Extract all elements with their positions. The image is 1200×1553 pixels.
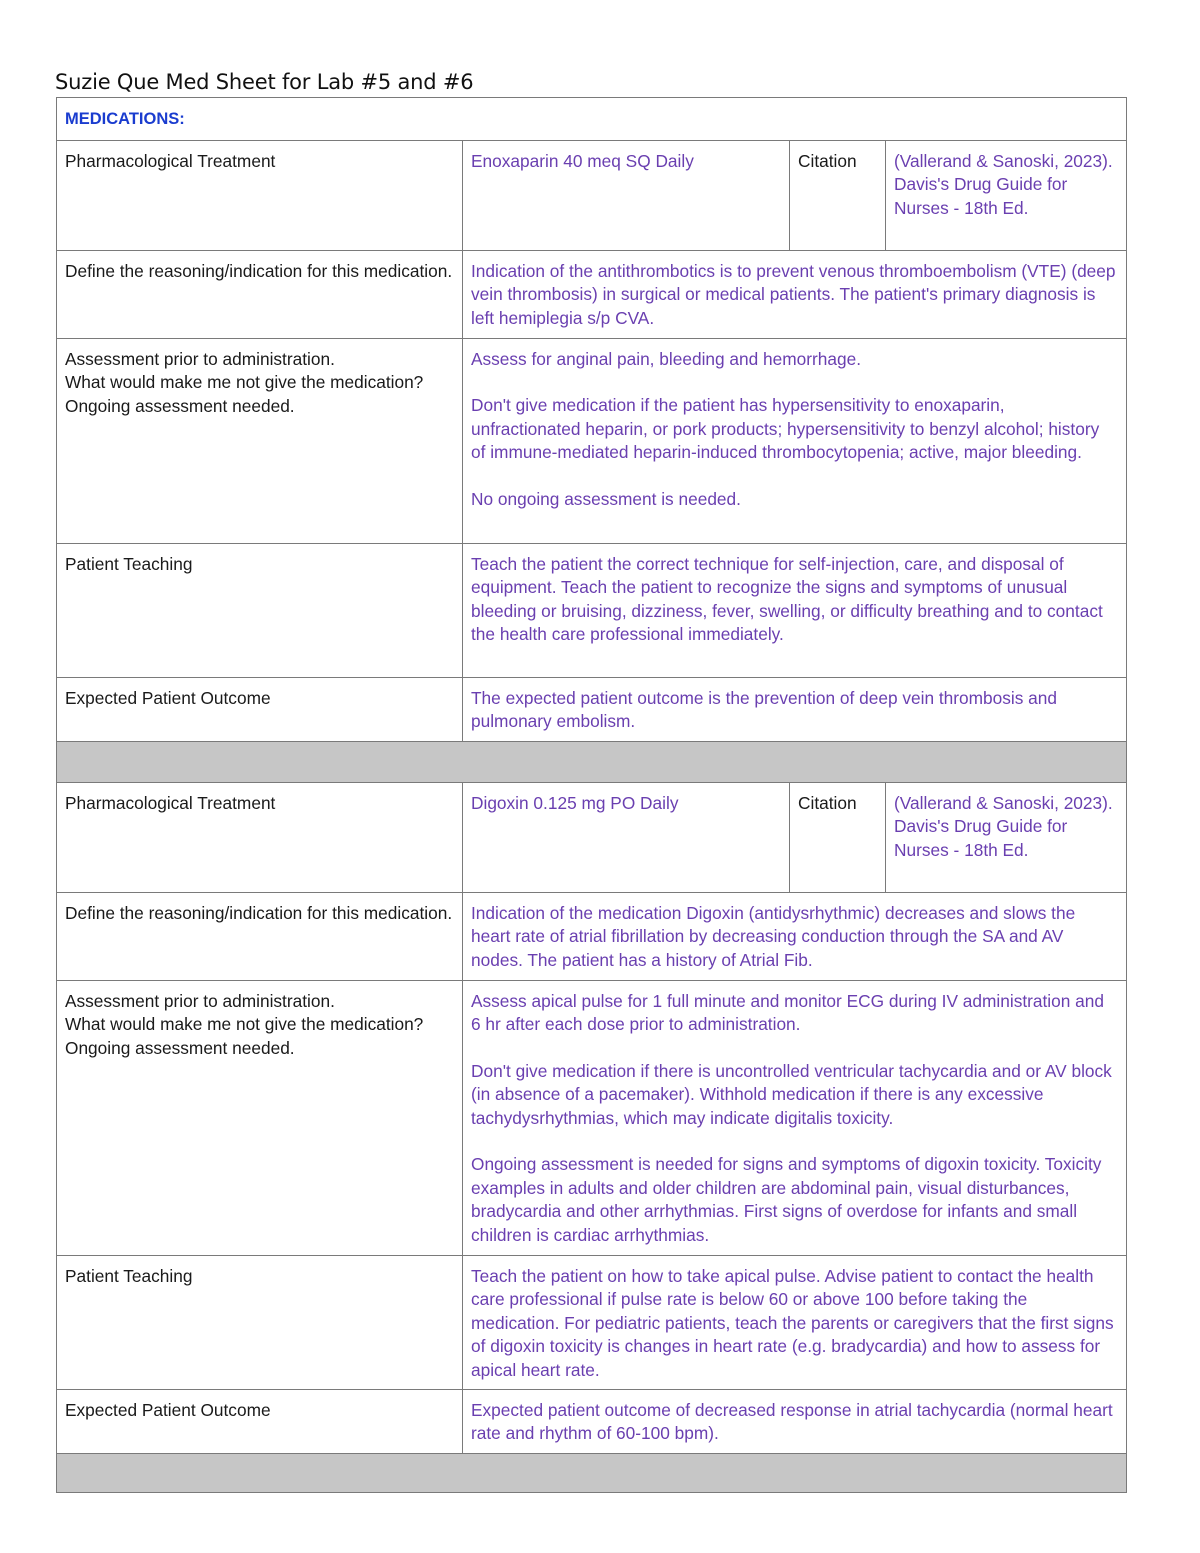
treatment-row (57, 782, 1127, 892)
assessment-label-line: Ongoing assessment needed. (65, 395, 295, 416)
assessment-paragraph: Assess for anginal pain, bleeding and hemorrhage. (471, 348, 862, 369)
indication-label: Define the reasoning/indication for this medication. (57, 250, 463, 338)
separator-cell (57, 741, 1127, 782)
section-header: MEDICATIONS: (57, 98, 1127, 141)
teaching-value: Teach the patient on how to take apical pulse. Advise patient to contact the health care professional if pulse rate is below 60 or above 100 before taking the medication. For pediatric patients, teach the parents or caregivers that the first signs of digoxin toxicity is changes in heart rate (e.g. bradycardia) and how to assess for apical heart rate. (463, 1255, 1127, 1389)
citation-value: (Vallerand & Sanoski, 2023). Davis's Drug Guide for Nurses - 18th Ed. (886, 140, 1127, 250)
section-header-row (57, 98, 1127, 141)
assessment-paragraph: Ongoing assessment is needed for signs and symptoms of digoxin toxicity. Toxicity examples in adults and older children are abdominal pain, visual disturbances, bradycardia and other arrhythmias. First signs of overdose for infants and small children is cardiac arrhythmias. (471, 1154, 1102, 1245)
outcome-row (57, 1389, 1127, 1453)
assessment-value (463, 338, 1127, 543)
separator-row (57, 1453, 1127, 1492)
teaching-row (57, 1255, 1127, 1389)
teaching-value: Teach the patient the correct technique for self-injection, care, and disposal of equipment. Teach the patient to recognize the signs and symptoms of unusual bleeding or bruising, dizziness, fever, swelling, or difficulty breathing and to contact the health care professional immediately. (463, 543, 1127, 677)
assessment-label-line: Assessment prior to administration. (65, 990, 335, 1011)
assessment-label (57, 980, 463, 1255)
page-title: Suzie Que Med Sheet for Lab #5 and #6 (55, 70, 474, 94)
outcome-label: Expected Patient Outcome (57, 1389, 463, 1453)
separator-row (57, 741, 1127, 782)
citation-label: Citation (790, 782, 886, 892)
assessment-label-line: Ongoing assessment needed. (65, 1037, 295, 1058)
indication-value: Indication of the medication Digoxin (antidysrhythmic) decreases and slows the heart rate of atrial fibrillation by decreasing conduction through the SA and AV nodes. The patient has a history of Atrial Fib. (463, 892, 1127, 980)
treatment-label: Pharmacological Treatment (57, 782, 463, 892)
teaching-row (57, 543, 1127, 677)
assessment-value (463, 980, 1127, 1255)
treatment-label: Pharmacological Treatment (57, 140, 463, 250)
assessment-row (57, 980, 1127, 1255)
assessment-paragraph: Don't give medication if there is uncontrolled ventricular tachycardia and or AV block (in absence of a pacemaker). Withhold medication if there is any excessive tachydysrhythmias, which may indicate digitalis toxicity. (471, 1060, 1112, 1128)
teaching-label: Patient Teaching (57, 1255, 463, 1389)
assessment-paragraph: No ongoing assessment is needed. (471, 488, 741, 509)
separator-cell (57, 1453, 1127, 1492)
assessment-row (57, 338, 1127, 543)
indication-value: Indication of the antithrombotics is to prevent venous thromboembolism (VTE) (deep vein thrombosis) in surgical or medical patients. The patient's primary diagnosis is left hemiplegia s/p CVA. (463, 250, 1127, 338)
outcome-row (57, 677, 1127, 741)
citation-label: Citation (790, 140, 886, 250)
citation-value: (Vallerand & Sanoski, 2023). Davis's Drug Guide for Nurses - 18th Ed. (886, 782, 1127, 892)
assessment-paragraph: Don't give medication if the patient has hypersensitivity to enoxaparin, unfractionated heparin, or pork products; hypersensitivity to benzyl alcohol; history of immune-mediated heparin-induced thrombocytopenia; active, major bleeding. (471, 395, 1100, 462)
treatment-value: Enoxaparin 40 meq SQ Daily (463, 140, 790, 250)
outcome-value: The expected patient outcome is the prevention of deep vein thrombosis and pulmonary embolism. (463, 677, 1127, 741)
assessment-paragraph: Assess apical pulse for 1 full minute and monitor ECG during IV administration and 6 hr after each dose prior to administration. (471, 990, 1105, 1034)
indication-row (57, 892, 1127, 980)
treatment-value: Digoxin 0.125 mg PO Daily (463, 782, 790, 892)
indication-row (57, 250, 1127, 338)
outcome-value: Expected patient outcome of decreased response in atrial tachycardia (normal heart rate and rhythm of 60-100 bpm). (463, 1389, 1127, 1453)
assessment-label (57, 338, 463, 543)
teaching-label: Patient Teaching (57, 543, 463, 677)
treatment-row (57, 140, 1127, 250)
assessment-label-line: What would make me not give the medication? (65, 372, 424, 392)
medication-table (56, 97, 1127, 1493)
assessment-label-line: What would make me not give the medication? (65, 1014, 424, 1034)
assessment-label-line: Assessment prior to administration. (65, 348, 335, 369)
indication-label: Define the reasoning/indication for this medication. (57, 892, 463, 980)
outcome-label: Expected Patient Outcome (57, 677, 463, 741)
